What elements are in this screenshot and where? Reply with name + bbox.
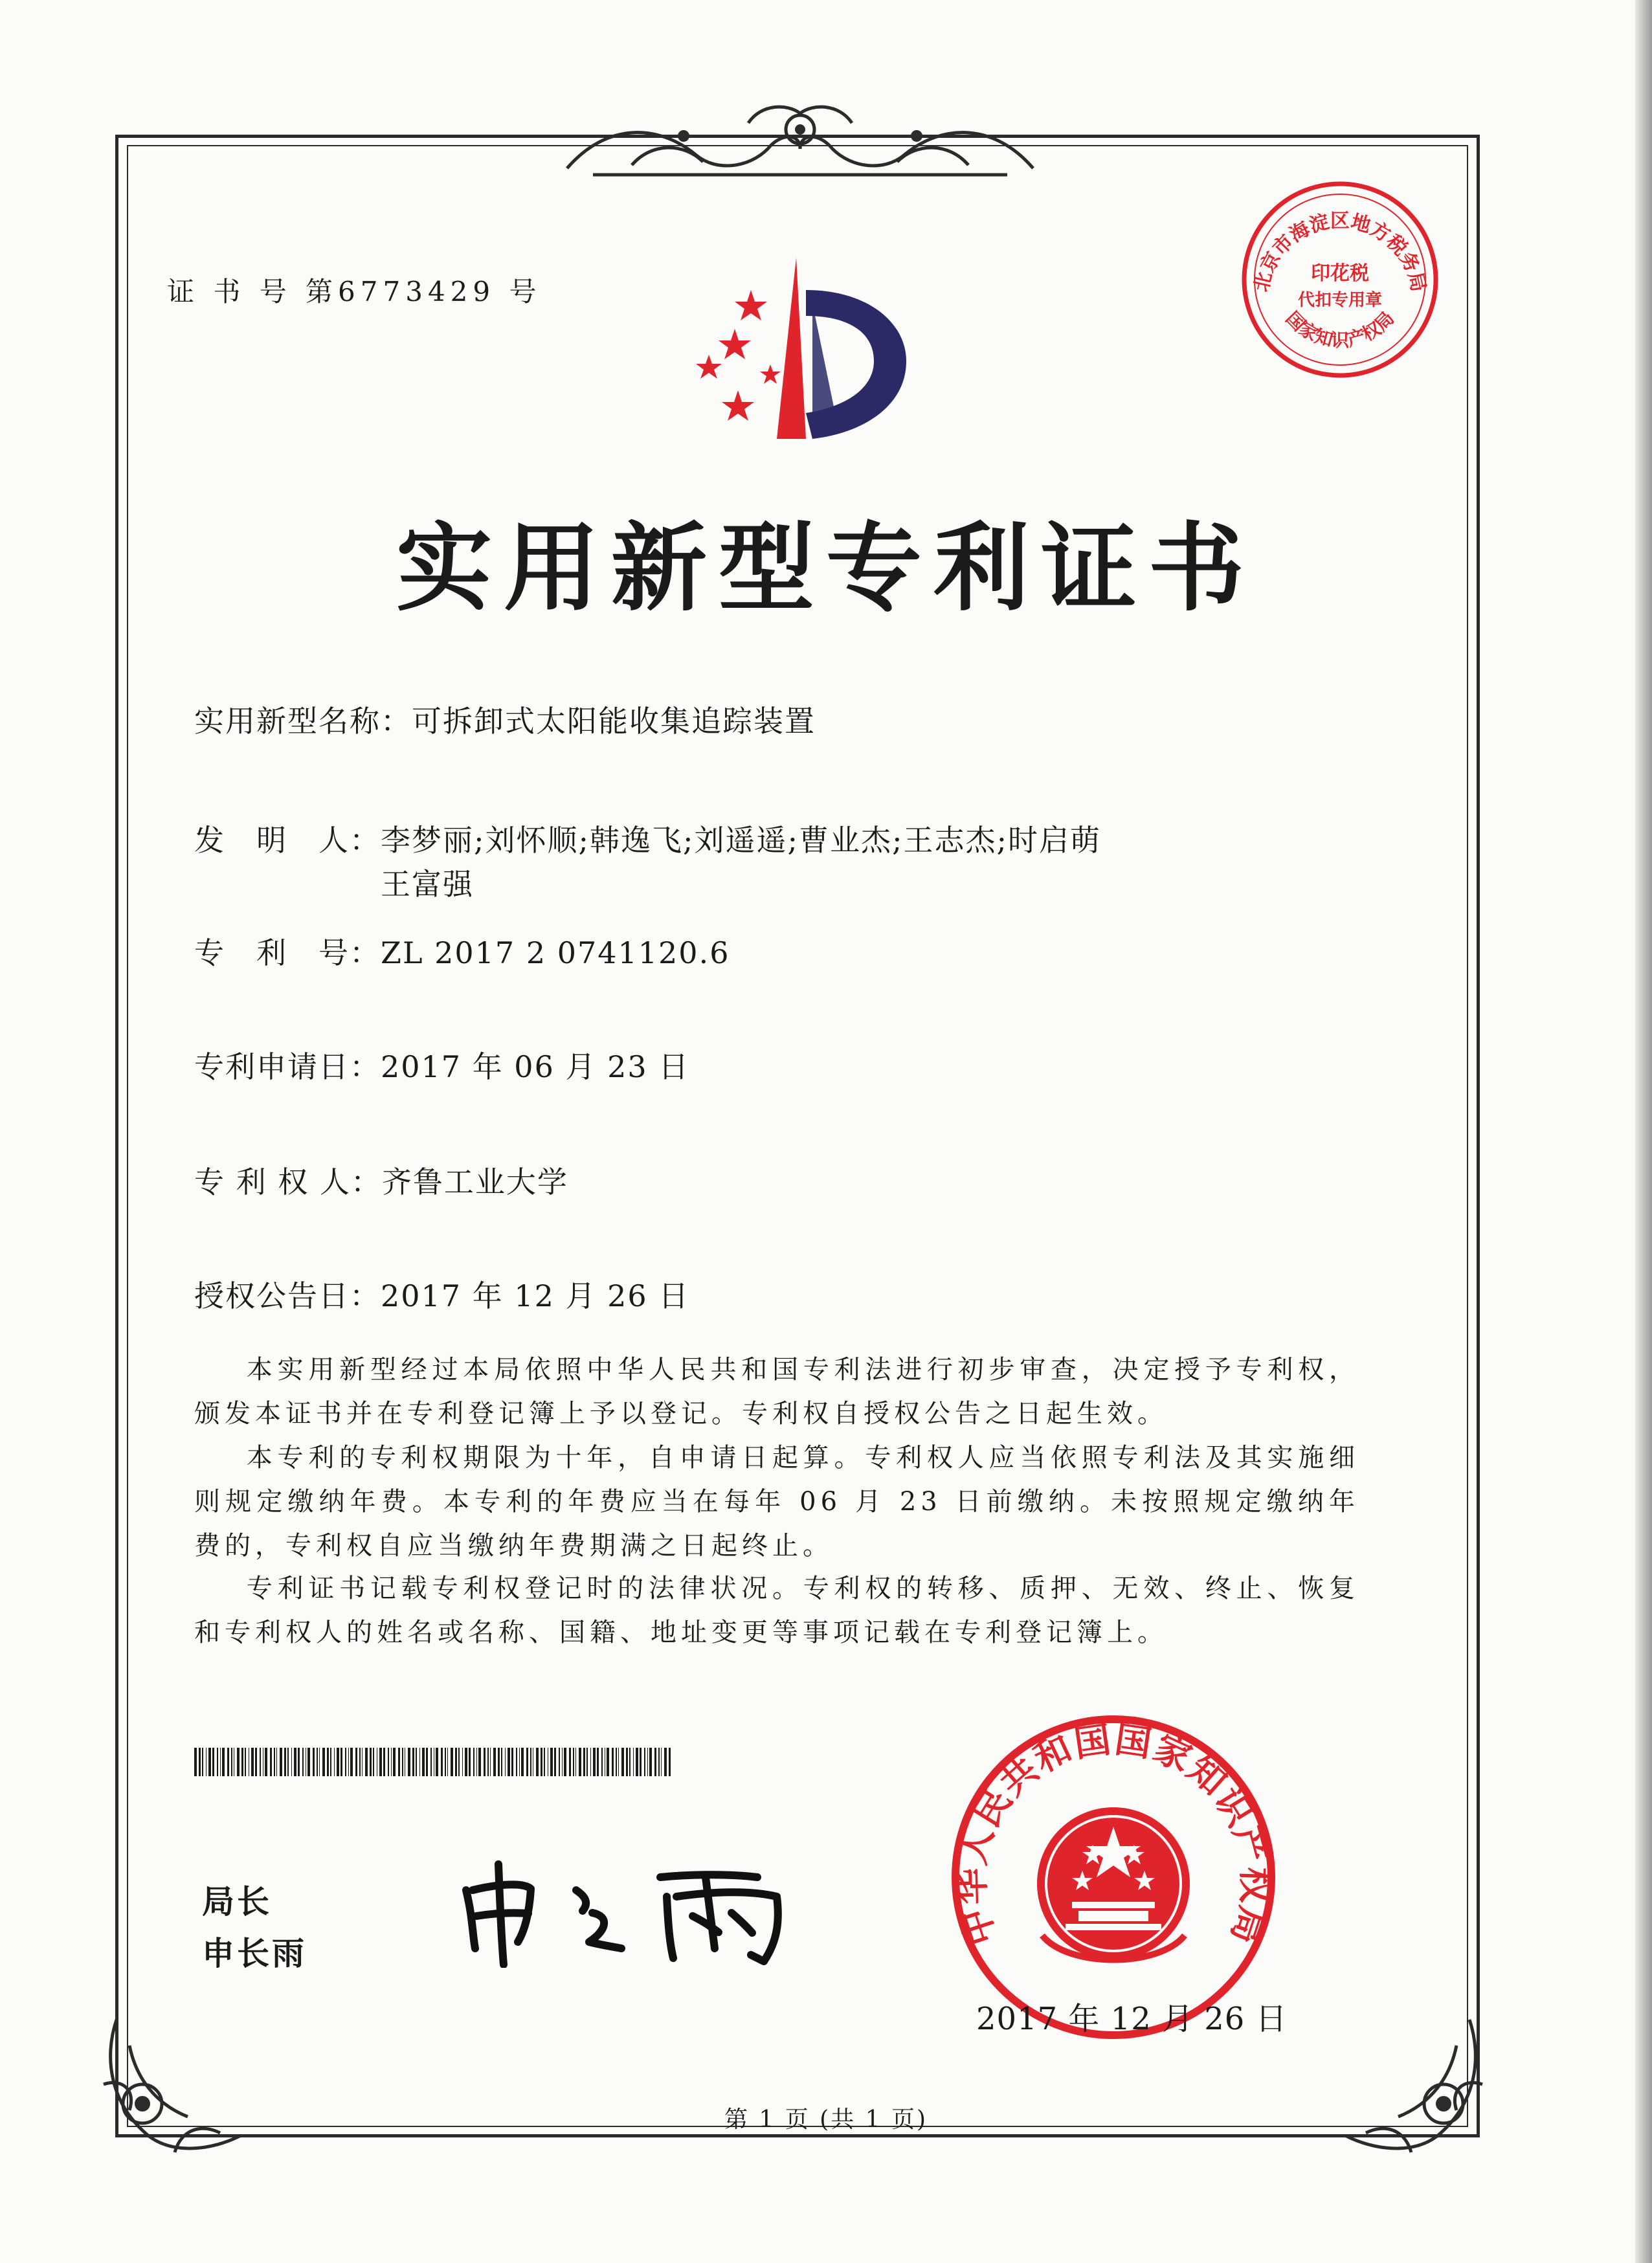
barcode-bar	[633, 1748, 634, 1776]
barcode-bar	[586, 1748, 588, 1776]
handwritten-signature	[453, 1851, 816, 1970]
barcode-bar	[607, 1748, 609, 1776]
barcode-bar	[212, 1748, 214, 1776]
barcode-bar	[649, 1748, 652, 1776]
barcode-bar	[616, 1748, 617, 1776]
bottom-left-ornament	[91, 2007, 259, 2162]
barcode-bar	[393, 1748, 396, 1776]
barcode-bar	[319, 1748, 320, 1776]
application-date-row	[194, 1043, 689, 1086]
patent-number-label: 专 利 号：	[194, 935, 381, 970]
barcode-bar	[487, 1748, 489, 1776]
barcode-bar	[476, 1748, 477, 1776]
barcode-bar	[669, 1748, 671, 1776]
barcode-bar	[530, 1748, 531, 1776]
barcode-bar	[408, 1748, 410, 1776]
barcode-bar	[629, 1748, 631, 1776]
barcode-bar	[430, 1748, 432, 1776]
barcode-bar	[322, 1748, 325, 1776]
barcode-bar	[327, 1748, 329, 1776]
seal-date: 2017 年 12 月 26 日	[976, 2001, 1288, 2037]
barcode-bar	[362, 1748, 363, 1776]
barcode-bar	[416, 1748, 417, 1776]
barcode-bar	[519, 1748, 520, 1776]
barcode-bar	[498, 1748, 500, 1776]
barcode-bar	[391, 1748, 392, 1776]
barcode-bar	[554, 1748, 556, 1776]
barcode-bar	[422, 1748, 425, 1776]
barcode-bar	[383, 1748, 385, 1776]
name-value: 可拆卸式太阳能收集追踪装置	[412, 704, 816, 739]
paragraph-grant	[194, 1348, 1359, 1436]
barcode-bar	[274, 1748, 275, 1776]
barcode-bar	[462, 1748, 463, 1776]
tax-stamp	[1236, 176, 1444, 386]
barcode-bar	[280, 1748, 282, 1776]
barcode-bar	[365, 1748, 368, 1776]
barcode-bar	[419, 1748, 420, 1776]
scan-edge	[1635, 0, 1652, 2263]
document-title: 实用新型专利证书	[396, 513, 1256, 624]
barcode-bar	[291, 1748, 292, 1776]
barcode-bar	[251, 1748, 254, 1776]
inventor-row	[194, 817, 1101, 860]
barcode-bar	[626, 1748, 628, 1776]
barcode-bar	[484, 1748, 486, 1776]
barcode-bar	[612, 1748, 614, 1776]
barcode-bar	[473, 1748, 474, 1776]
paragraph-legal-status-text: 专利证书记载专利权登记时的法律状况。专利权的转移、质押、无效、终止、恢复和专利权人的姓名或名称、国籍、地址变更等事项记载在专利登记簿上。	[194, 1574, 1359, 1647]
barcode-bar	[511, 1748, 513, 1776]
barcode-bar	[451, 1748, 453, 1776]
barcode-bar	[222, 1748, 225, 1776]
barcode-bar	[621, 1748, 624, 1776]
barcode-bar	[284, 1748, 286, 1776]
barcode-bar	[398, 1748, 400, 1776]
barcode-bar	[590, 1748, 591, 1776]
announcement-date-row	[194, 1273, 689, 1315]
barcode-bar	[501, 1748, 502, 1776]
barcode-bar	[544, 1748, 545, 1776]
barcode-bar	[307, 1748, 310, 1776]
barcode-bar	[302, 1748, 304, 1776]
barcode-bar	[276, 1748, 277, 1776]
barcode-bar	[220, 1748, 221, 1776]
barcode-bar	[493, 1748, 496, 1776]
barcode-bar	[313, 1748, 315, 1776]
barcode-bar	[447, 1748, 448, 1776]
barcode-bar	[340, 1748, 342, 1776]
barcode-bar	[465, 1748, 467, 1776]
paragraph-grant-text: 本实用新型经过本局依照中华人民共和国专利法进行初步审查，决定授予专利权，颁发本证书并在专利登记簿上予以登记。专利权自授权公告之日起生效。	[194, 1355, 1359, 1429]
inventor-value-continued: 王富强	[381, 867, 474, 902]
barcode-bar	[516, 1748, 517, 1776]
barcode-bar	[469, 1748, 471, 1776]
inventor-label: 发 明 人：	[194, 823, 381, 858]
barcode-bar	[298, 1748, 300, 1776]
barcode-bar	[227, 1748, 229, 1776]
barcode-bar	[658, 1748, 660, 1776]
barcode-bar	[330, 1748, 331, 1776]
announcement-date-value: 2017 年 12 月 26 日	[381, 1278, 690, 1313]
barcode-bar	[231, 1748, 232, 1776]
barcode-bar	[564, 1748, 566, 1776]
barcode-bar	[478, 1748, 481, 1776]
signatory-name: 申长雨	[202, 1935, 307, 1972]
owner-value: 齐鲁工业大学	[381, 1165, 568, 1199]
barcode-bar	[441, 1748, 443, 1776]
paragraph-term	[194, 1436, 1359, 1568]
barcode-bar	[359, 1748, 361, 1776]
barcode-bar	[654, 1748, 656, 1776]
tax-stamp-top-text: 北京市海淀区地方税务局	[1250, 210, 1430, 295]
barcode-bar	[412, 1748, 414, 1776]
barcode-bar	[579, 1748, 581, 1776]
owner-row	[194, 1159, 568, 1201]
barcode-bar	[379, 1748, 382, 1776]
barcode-bar	[436, 1748, 438, 1776]
barcode-bar	[559, 1748, 560, 1776]
certificate-number: 证 书 号 第6773429 号	[167, 276, 542, 307]
barcode-bar	[199, 1748, 201, 1776]
barcode-bar	[550, 1748, 553, 1776]
barcode-bar	[241, 1748, 243, 1776]
barcode-bar	[337, 1748, 339, 1776]
barcode-bar	[562, 1748, 563, 1776]
barcode-bar	[526, 1748, 528, 1776]
barcode-bar	[287, 1748, 289, 1776]
barcode-bar	[260, 1748, 261, 1776]
barcode-bar	[348, 1748, 349, 1776]
patent-number-value: ZL 2017 2 0741120.6	[381, 935, 730, 970]
barcode-bar	[426, 1748, 428, 1776]
owner-label: 专 利 权 人：	[194, 1165, 382, 1199]
top-ornament	[554, 97, 1046, 188]
barcode-bar	[265, 1748, 267, 1776]
barcode-bar	[245, 1748, 246, 1776]
barcode-bar	[601, 1748, 603, 1776]
barcode-bar	[490, 1748, 491, 1776]
barcode-bar	[575, 1748, 576, 1776]
barcode-bar	[217, 1748, 218, 1776]
barcode-bar	[202, 1748, 203, 1776]
bottom-right-ornament	[1327, 2007, 1495, 2162]
name-label: 实用新型名称：	[194, 704, 412, 739]
patent-office-emblem	[673, 251, 919, 448]
barcode-bar	[370, 1748, 372, 1776]
barcode	[194, 1748, 673, 1779]
barcode-bar	[505, 1748, 506, 1776]
barcode-bar	[597, 1748, 599, 1776]
barcode-bar	[569, 1748, 571, 1776]
inventor-value: 李梦丽;刘怀顺;韩逸飞;刘遥遥;曹业杰;王志杰;时启萌	[381, 823, 1101, 858]
tax-stamp-lower-text: 代扣专用章	[1297, 291, 1383, 310]
barcode-bar	[237, 1748, 240, 1776]
tax-stamp-middle-text: 印花税	[1311, 262, 1369, 285]
paragraph-legal-status	[194, 1566, 1359, 1655]
barcode-bar	[255, 1748, 257, 1776]
barcode-bar	[194, 1748, 197, 1776]
barcode-bar	[644, 1748, 645, 1776]
barcode-bar	[373, 1748, 374, 1776]
barcode-bar	[661, 1748, 662, 1776]
barcode-bar	[573, 1748, 574, 1776]
svg-text:国家知识产权局	[1282, 307, 1398, 351]
barcode-bar	[541, 1748, 542, 1776]
barcode-bar	[647, 1748, 648, 1776]
barcode-bar	[317, 1748, 318, 1776]
barcode-bar	[508, 1748, 510, 1776]
barcode-bar	[664, 1748, 667, 1776]
page-number: 第 1 页 (共 1 页)	[724, 2106, 928, 2133]
barcode-bar	[458, 1748, 460, 1776]
barcode-bar	[334, 1748, 335, 1776]
barcode-bar	[521, 1748, 524, 1776]
barcode-bar	[536, 1748, 539, 1776]
barcode-bar	[636, 1748, 638, 1776]
barcode-bar	[445, 1748, 446, 1776]
barcode-bar	[355, 1748, 357, 1776]
barcode-bar	[208, 1748, 211, 1776]
barcode-bar	[345, 1748, 346, 1776]
barcode-bar	[388, 1748, 389, 1776]
office-seal-text: 中华人民共和国国家知识产权局	[950, 1718, 1277, 1950]
barcode-bar	[402, 1748, 403, 1776]
barcode-bar	[640, 1748, 642, 1776]
paragraph-term-text: 本专利的专利权期限为十年，自申请日起算。专利权人应当依照专利法及其实施细则规定缴纳年费。本专利的年费应当在每年 06 月 23 日前缴纳。未按照规定缴纳年费的，专利权自应当缴纳年费期满之日起终止。	[194, 1443, 1359, 1561]
barcode-bar	[618, 1748, 619, 1776]
barcode-bar	[593, 1748, 596, 1776]
patent-number-row	[194, 930, 730, 972]
barcode-bar	[583, 1748, 585, 1776]
barcode-bar	[270, 1748, 272, 1776]
announcement-date-label: 授权公告日：	[194, 1278, 381, 1313]
tax-stamp-bottom-text: 国家知识产权局	[1281, 307, 1399, 351]
signatory-title: 局长	[202, 1883, 272, 1921]
application-date-label: 专利申请日：	[194, 1049, 381, 1084]
name-row	[194, 698, 816, 741]
barcode-bar	[294, 1748, 296, 1776]
barcode-bar	[455, 1748, 457, 1776]
application-date-value: 2017 年 06 月 23 日	[381, 1049, 690, 1084]
barcode-bar	[350, 1748, 353, 1776]
